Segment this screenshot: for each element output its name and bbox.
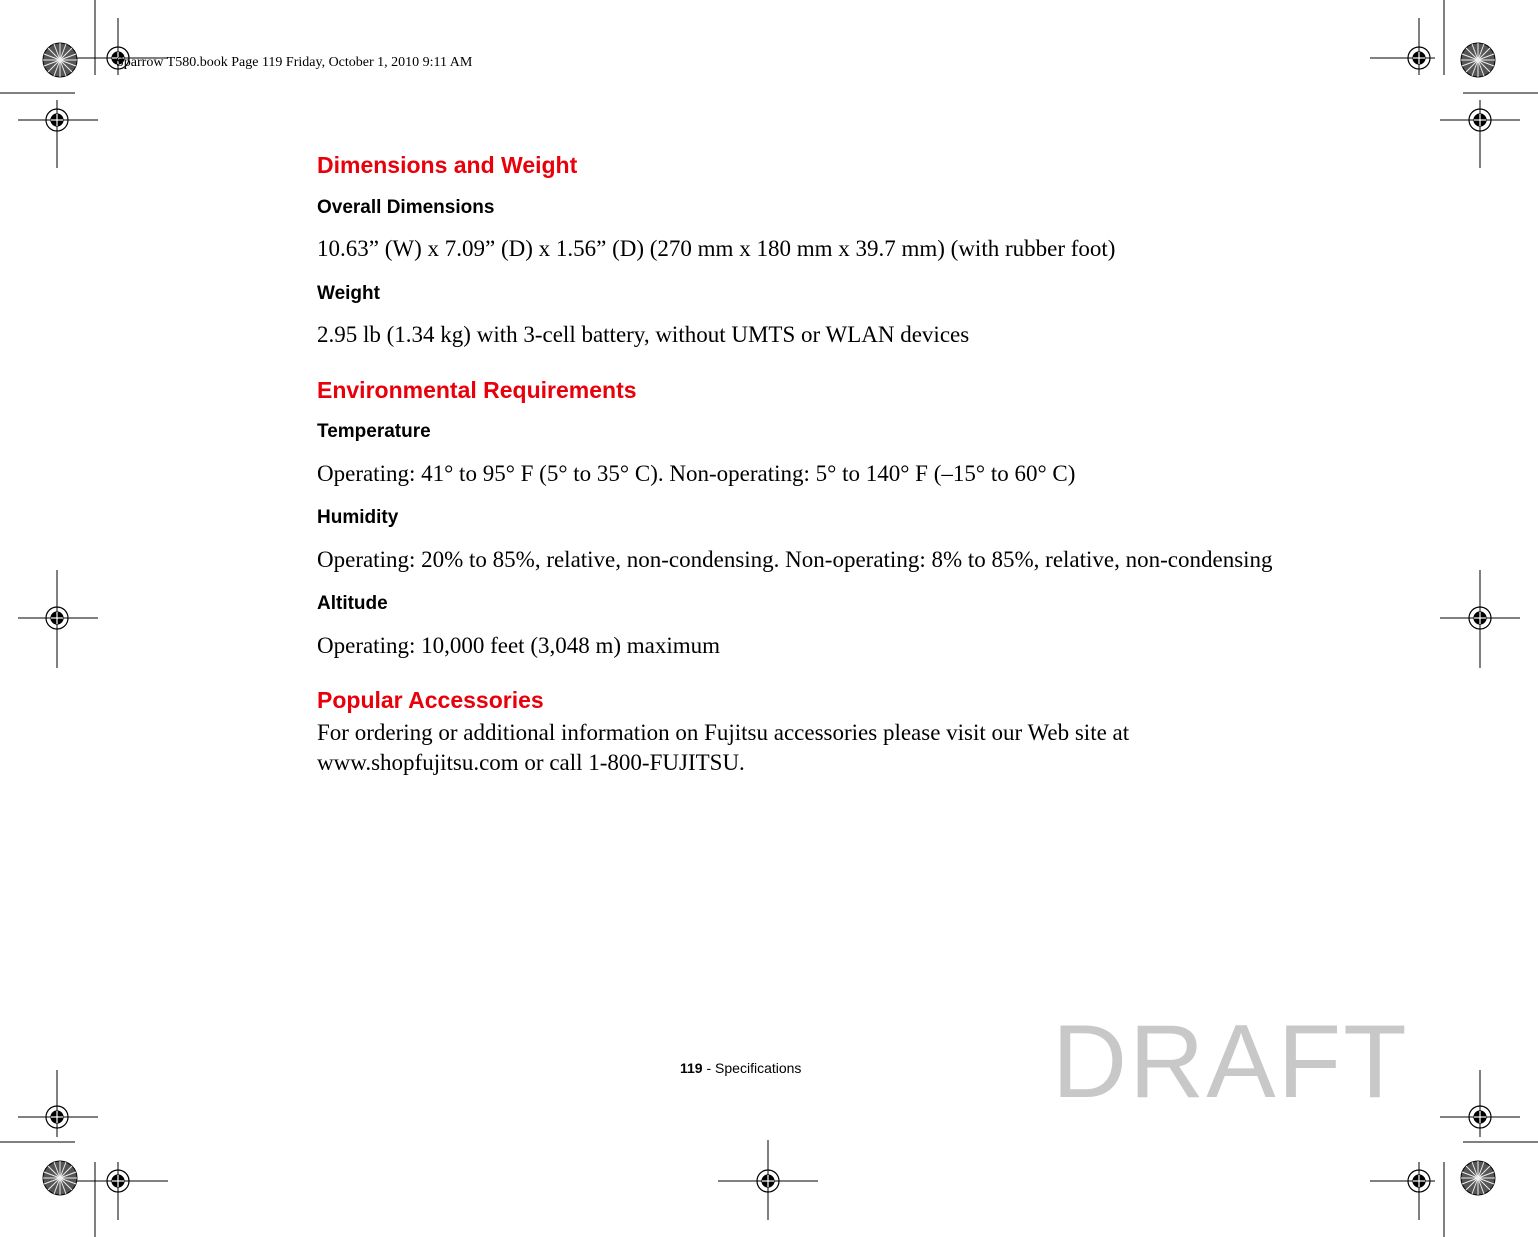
footer-section-name: Specifications	[715, 1060, 802, 1076]
subheading-temperature: Temperature	[317, 421, 431, 442]
temperature-value: Operating: 41° to 95° F (5° to 35° C). Non-operating: 5° to 140° F (–15° to 60° C)	[317, 461, 1076, 486]
heading-dimensions-weight: Dimensions and Weight	[317, 152, 578, 178]
subheading-altitude: Altitude	[317, 593, 388, 614]
heading-environmental-requirements: Environmental Requirements	[317, 377, 637, 403]
weight-value: 2.95 lb (1.34 kg) with 3-cell battery, without UMTS or WLAN devices	[317, 322, 970, 347]
subheading-weight: Weight	[317, 283, 380, 304]
accessories-text-line-1: For ordering or additional information on Fujitsu accessories please visit our Web site at	[317, 720, 1130, 745]
page-footer	[680, 1060, 801, 1076]
draft-watermark: DRAFT	[1052, 1004, 1409, 1120]
page-number: 119	[680, 1060, 703, 1076]
humidity-value: Operating: 20% to 85%, relative, non-condensing. Non-operating: 8% to 85%, relative, non-condensing	[317, 547, 1273, 572]
footer-separator: -	[702, 1060, 716, 1076]
accessories-text-line-2: www.shopfujitsu.com or call 1-800-FUJITSU.	[317, 750, 745, 775]
overall-dimensions-value: 10.63” (W) x 7.09” (D) x 1.56” (D) (270 mm x 180 mm x 39.7 mm) (with rubber foot)	[317, 236, 1116, 261]
heading-popular-accessories: Popular Accessories	[317, 687, 544, 713]
subheading-overall-dimensions: Overall Dimensions	[317, 197, 495, 218]
book-info-header: Sparrow T580.book Page 119 Friday, October 1, 2010 9:11 AM	[116, 55, 473, 70]
altitude-value: Operating: 10,000 feet (3,048 m) maximum	[317, 633, 721, 658]
subheading-humidity: Humidity	[317, 507, 399, 528]
